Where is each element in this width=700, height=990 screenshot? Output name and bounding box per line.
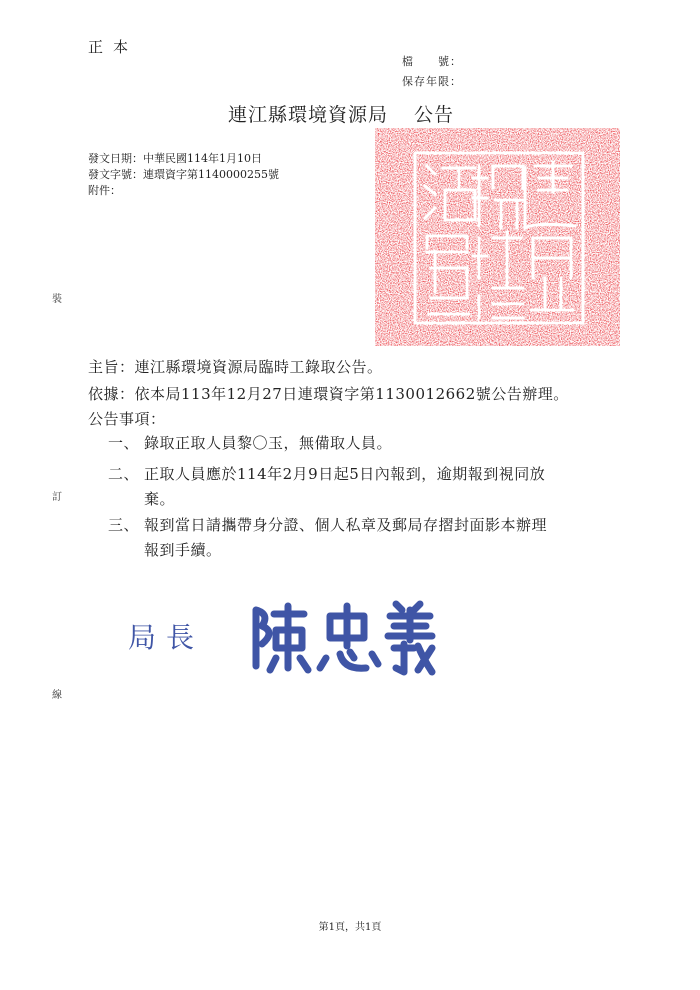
title-doc-type: 公告 bbox=[414, 104, 455, 126]
binding-mark-zhuang: 裝 bbox=[52, 294, 62, 305]
list-item bbox=[108, 432, 392, 453]
page-footer: 第1頁，共1頁 bbox=[318, 922, 382, 933]
binding-mark-xian: 線 bbox=[52, 690, 62, 701]
file-number-label: 檔 號： bbox=[402, 55, 462, 68]
document-title bbox=[228, 100, 454, 127]
subject-line: 主旨：連江縣環境資源局臨時工錄取公告。 bbox=[88, 358, 383, 376]
issue-date: 發文日期：中華民國114年1月10日 bbox=[88, 152, 262, 165]
basis-line: 依據：依本局113年12月27日連環資字第1130012662號公告辦理。 bbox=[88, 385, 569, 403]
item-text: 錄取正取人員黎〇玉，無備取人員。 bbox=[144, 434, 393, 452]
item-text: 正取人員應於114年2月9日起5日內報到，逾期報到視同放 bbox=[144, 465, 546, 483]
retention-period-label: 保存年限： bbox=[402, 75, 462, 88]
item-text: 報到當日請攜帶身分證、個人私章及郵局存摺封面影本辦理 bbox=[144, 516, 548, 534]
item-text-continued: 報到手續。 bbox=[144, 541, 222, 559]
item-number: 三、 bbox=[108, 516, 140, 534]
binding-mark-ding: 訂 bbox=[52, 492, 62, 503]
title-org: 連江縣環境資源局 bbox=[228, 104, 389, 126]
items-heading: 公告事項： bbox=[88, 410, 166, 428]
official-seal bbox=[375, 128, 620, 346]
attachment-line: 附件： bbox=[88, 184, 121, 197]
list-item bbox=[108, 513, 628, 563]
item-number: 二、 bbox=[108, 465, 140, 483]
retention-period-field bbox=[402, 73, 462, 89]
chief-title: 局長 bbox=[128, 621, 205, 654]
chief-signature-stamp bbox=[248, 596, 438, 676]
item-text-continued: 棄。 bbox=[144, 490, 176, 508]
item-number: 一、 bbox=[108, 434, 140, 452]
copy-mark: 正本 bbox=[88, 38, 139, 56]
file-number-field bbox=[402, 53, 462, 69]
issue-number: 發文字號：連環資字第1140000255號 bbox=[88, 168, 279, 181]
list-item bbox=[108, 462, 628, 512]
